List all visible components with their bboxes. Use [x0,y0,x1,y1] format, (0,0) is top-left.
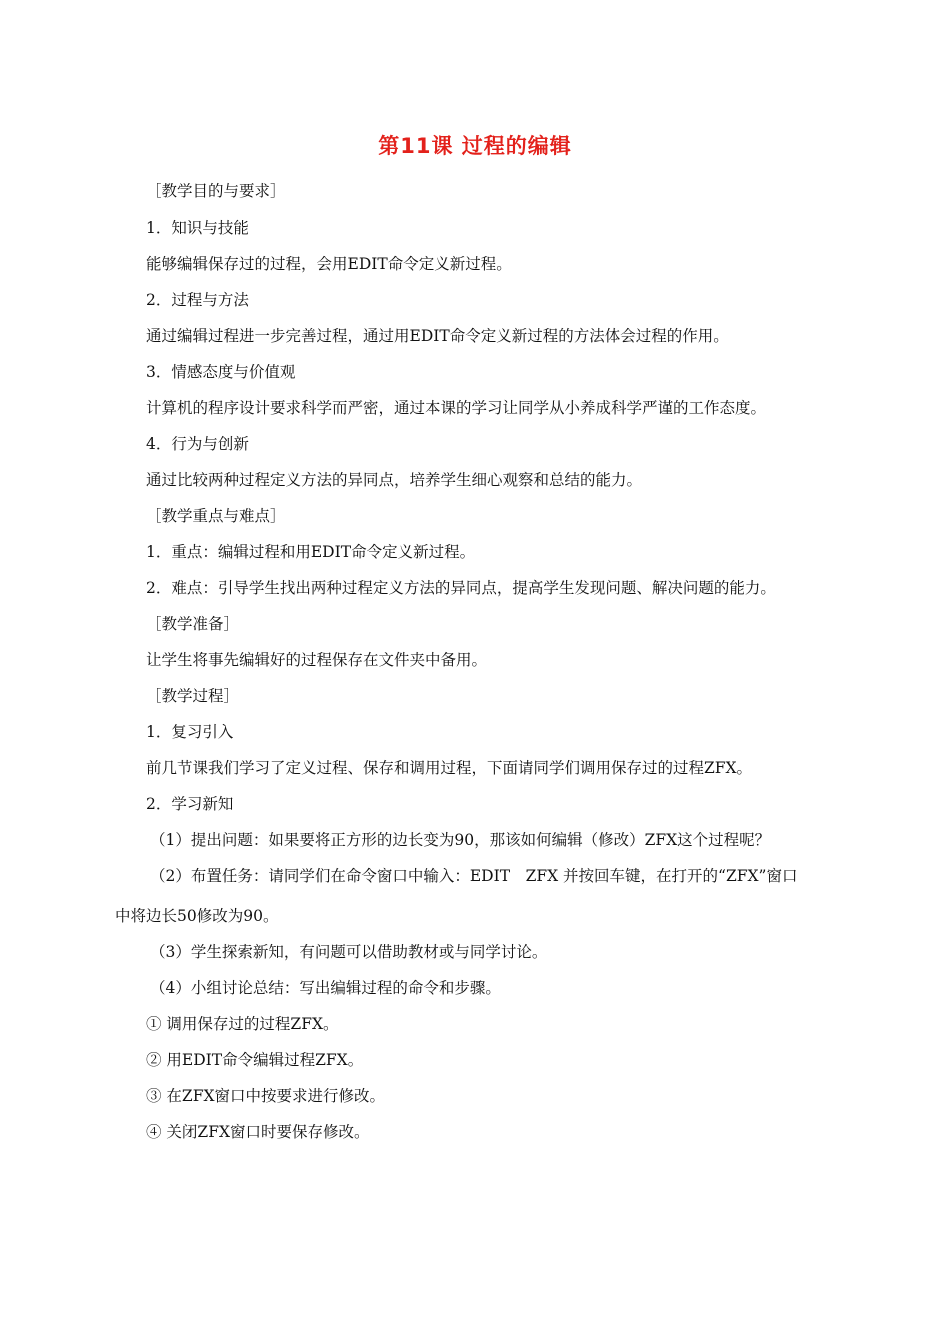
paragraph: 前几节课我们学习了定义过程、保存和调用过程，下面请同学们调用保存过的过程ZFX。 [146,759,753,777]
paragraph: （4）小组讨论总结：写出编辑过程的命令和步骤。 [150,979,501,997]
paragraph-continuation: 中将边长50修改为90。 [115,907,279,925]
paragraph: 1．重点：编辑过程和用EDIT命令定义新过程。 [146,543,476,561]
section-heading-key-points: ［教学重点与难点］ [146,507,286,525]
subheading-behavior-innovation: 4．行为与创新 [146,435,249,453]
subheading-new-knowledge: 2．学习新知 [146,795,234,813]
subheading-knowledge-skills: 1．知识与技能 [146,219,249,237]
lesson-title: 第11课 过程的编辑 [378,134,572,158]
paragraph: 让学生将事先编辑好的过程保存在文件夹中备用。 [146,651,488,669]
subheading-review: 1．复习引入 [146,723,234,741]
section-heading-objectives: ［教学目的与要求］ [146,182,286,200]
paragraph: 通过比较两种过程定义方法的异同点，培养学生细心观察和总结的能力。 [146,471,643,489]
paragraph: （3）学生探索新知，有问题可以借助教材或与同学讨论。 [150,943,548,961]
paragraph: 通过编辑过程进一步完善过程，通过用EDIT命令定义新过程的方法体会过程的作用。 [146,327,729,345]
subheading-process-method: 2．过程与方法 [146,291,249,309]
paragraph: 计算机的程序设计要求科学而严密，通过本课的学习让同学从小养成科学严谨的工作态度。 [146,399,767,417]
paragraph: （2）布置任务：请同学们在命令窗口中输入：EDIT ZFX 并按回车键，在打开的“ZFX”窗口 [150,867,798,885]
section-heading-process: ［教学过程］ [146,687,240,705]
list-item: ② 用EDIT命令编辑过程ZFX。 [146,1051,364,1069]
subheading-attitude-values: 3．情感态度与价值观 [146,363,296,381]
list-item: ① 调用保存过的过程ZFX。 [146,1015,339,1033]
paragraph: 2．难点：引导学生找出两种过程定义方法的异同点，提高学生发现问题、解决问题的能力。 [146,579,776,597]
paragraph: （1）提出问题：如果要将正方形的边长变为90，那该如何编辑（修改）ZFX这个过程呢？ [150,831,771,849]
list-item: ④ 关闭ZFX窗口时要保存修改。 [146,1123,370,1141]
section-heading-preparation: ［教学准备］ [146,615,240,633]
paragraph: 能够编辑保存过的过程，会用EDIT命令定义新过程。 [146,255,512,273]
list-item: ③ 在ZFX窗口中按要求进行修改。 [146,1087,385,1105]
